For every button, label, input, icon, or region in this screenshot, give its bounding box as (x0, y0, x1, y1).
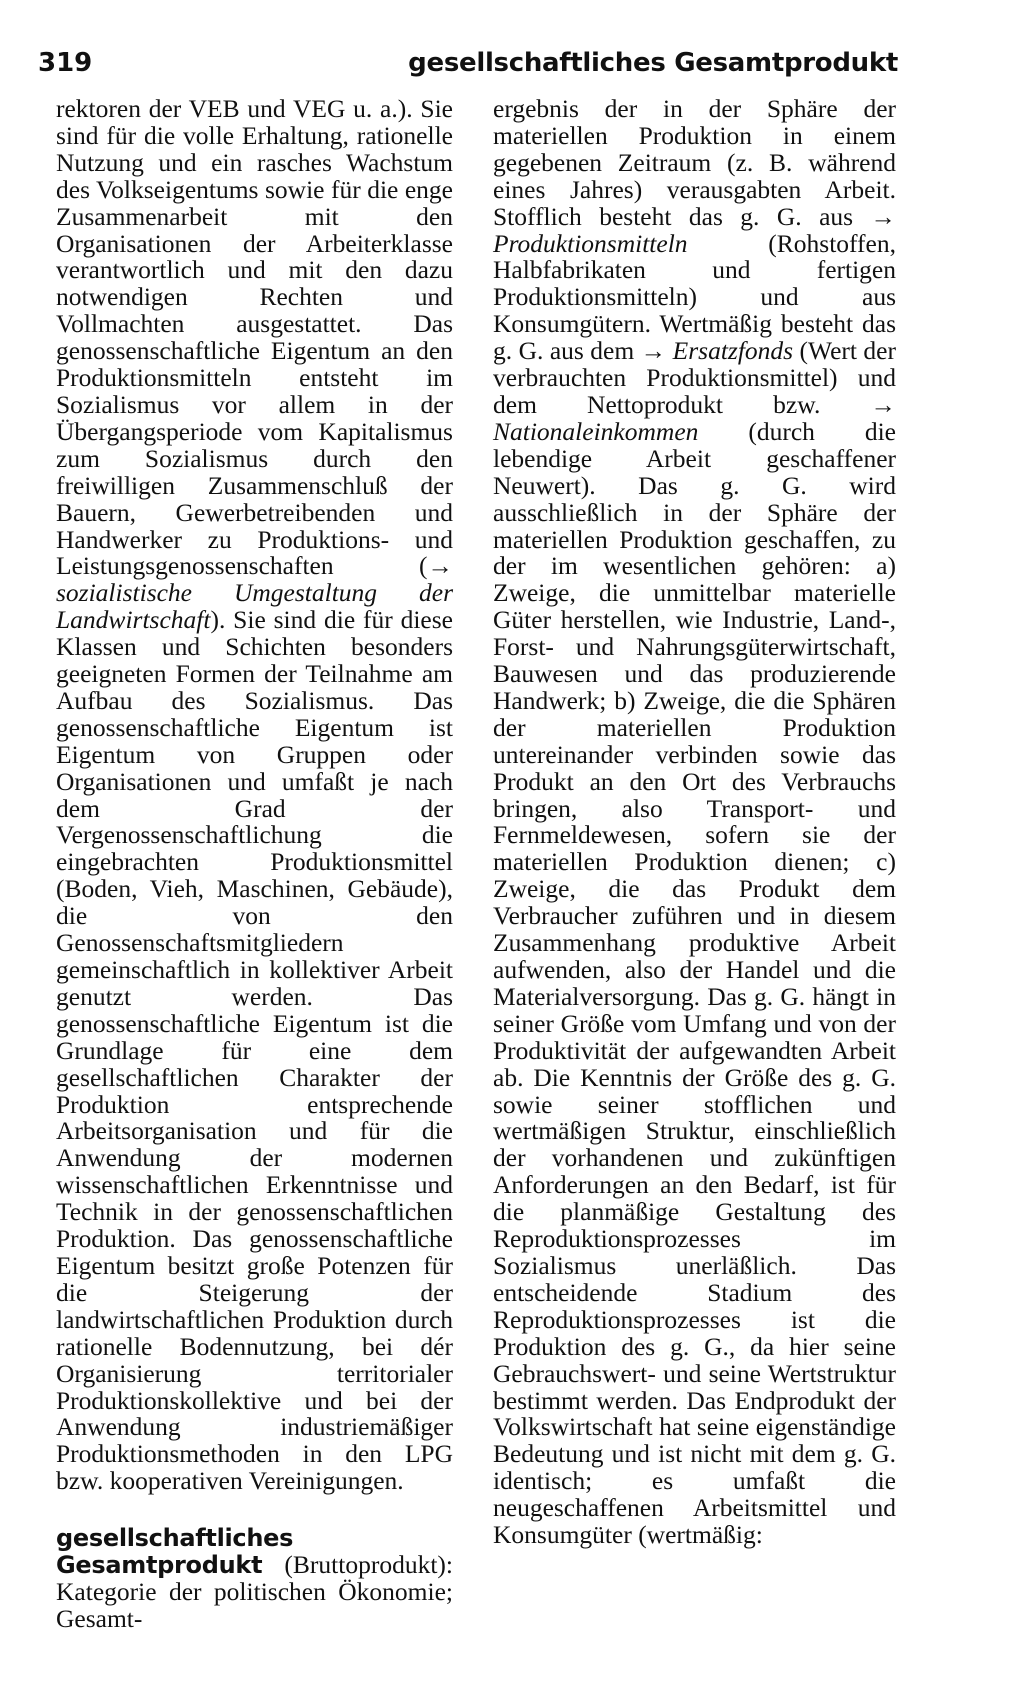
paragraph-text: ergebnis der in der Sphäre der materiellen Produktion in einem gegebenen Zeitraum (z. B. während eines Jahres) verausgabten Arbeit. Stofflich besteht das g. G. aus (493, 94, 896, 231)
running-head: gesellschaftliches Gesamtprodukt (408, 48, 898, 78)
cross-reference-arrow: → (427, 551, 453, 581)
cross-reference: Ersatzfonds (672, 336, 794, 366)
entry-text: (Bruttoprodukt): Kategorie der politischen Ökonomie; Gesamt- (56, 1550, 453, 1633)
paragraph-entry-body (493, 96, 896, 1549)
page-number: 319 (38, 48, 93, 78)
page-header (38, 48, 898, 88)
right-column (493, 96, 896, 1549)
entry-headword: gesellschaftliches Gesamtprodukt (56, 1524, 294, 1580)
cross-reference: Produktionsmitteln (493, 228, 688, 258)
cross-reference: sozialistische Umgestaltung der Landwirtschaft (56, 578, 453, 635)
cross-reference-arrow: → (640, 336, 667, 366)
paragraph-text: (Wert der verbrauchten Produktionsmittel) und dem Nettoprodukt bzw. (493, 336, 896, 419)
dictionary-entry (56, 1525, 453, 1633)
paragraph-text: (durch die lebendige Arbeit geschaffener Neuwert). Das g. G. wird ausschließlich in der Sphäre der materiellen Produktion geschaffen, zu der im wesentlichen gehören: a) Zweige, die unmittelbar materielle Güter herstellen, wie Industrie, Land-, Forst- und Nahrungsgüterwirtschaft, Bauwesen und das produzierende Handwerk; b) Zweige, die die Sphären der materiellen Produktion untereinander verbinden sowie das Produkt an den Ort des Verbrauchs bringen, also Transport- und Fernmeldewesen, sofern sie der materiellen Produktion dienen; c) Zweige, die das Produkt dem Verbraucher zuführen und in diesem Zusammenhang produktive Arbeit aufwenden, also der Handel und die Materialversorgung. Das g. G. hängt in seiner Größe vom Umfang und von der Produktivität der aufgewandten Arbeit ab. Die Kenntnis der Größe des g. G. sowie seiner stofflichen und wertmäßigen Struktur, einschließlich der vorhandenen und zukünftigen Anforderungen an den Bedarf, ist für die planmäßige Gestaltung des Reproduktionsprozesses im Sozialismus unerläßlich. Das entscheidende Stadium des Reproduktionsprozesses ist die Produktion des g. G., da hier seine Gebrauchswert- und seine Wertstruktur bestimmt werden. Das Endprodukt der Volkswirtschaft hat seine eigenständige Bedeutung und ist nicht mit dem g. G. identisch; es umfaßt die neugeschaffenen Arbeitsmittel und Konsumgüter (wertmäßig: (493, 416, 896, 1550)
paragraph-continuation (56, 96, 453, 1495)
paragraph-text: (Rohstoffen, Halbfabrikaten und fertigen Produktionsmitteln) und aus Konsumgütern. Wertmäßig besteht das g. G. aus dem (493, 228, 896, 366)
cross-reference: Nationaleinkommen (493, 416, 699, 446)
cross-reference-arrow: → (870, 201, 896, 231)
cross-reference-arrow: → (870, 389, 896, 419)
left-column (56, 96, 453, 1633)
paragraph-text: rektoren der VEB und VEG u. a.). Sie sind für die volle Erhaltung, rationelle Nutzung und ein rasches Wachstum des Volkseigentums sowie für die enge Zusammenarbeit mit den Organisationen der Arbeiterklasse verantwortlich und mit den dazu notwendigen Rechten und Vollmachten ausgestattet. Das genossenschaftliche Eigentum an den Produktionsmitteln entsteht im Sozialismus vor allem in der Übergangsperiode vom Kapitalismus zum Sozialismus durch den freiwilligen Zusammenschluß der Bauern, Gewerbetreibenden und Handwerker zu Produktions- und Leistungsgenossenschaften ( (56, 94, 453, 581)
paragraph-text: ). Sie sind die für diese Klassen und Schichten besonders geeigneten Formen der Teilnahme am Aufbau des Sozialismus. Das genossenschaftliche Eigentum ist Eigentum von Gruppen oder Organisationen und umfaßt je nach dem Grad der Vergenossenschaftlichung die eingebrachten Produktionsmittel (Boden, Vieh, Maschinen, Gebäude), die von den Genossenschaftsmitgliedern gemeinschaftlich in kollektiver Arbeit genutzt werden. Das genossenschaftliche Eigentum ist die Grundlage für eine dem gesellschaftlichen Charakter der Produktion entsprechende Arbeitsorganisation und für die Anwendung der modernen wissenschaftlichen Erkenntnisse und Technik in der genossenschaftlichen Produktion. Das genossenschaftliche Eigentum besitzt große Potenzen für die Steigerung der landwirtschaftlichen Produktion durch rationelle Bodennutzung, bei dér Organisierung territorialer Produktionskollektive und bei der Anwendung industriemäßiger Produktionsmethoden in den LPG bzw. kooperativen Vereinigungen. (56, 605, 453, 1496)
